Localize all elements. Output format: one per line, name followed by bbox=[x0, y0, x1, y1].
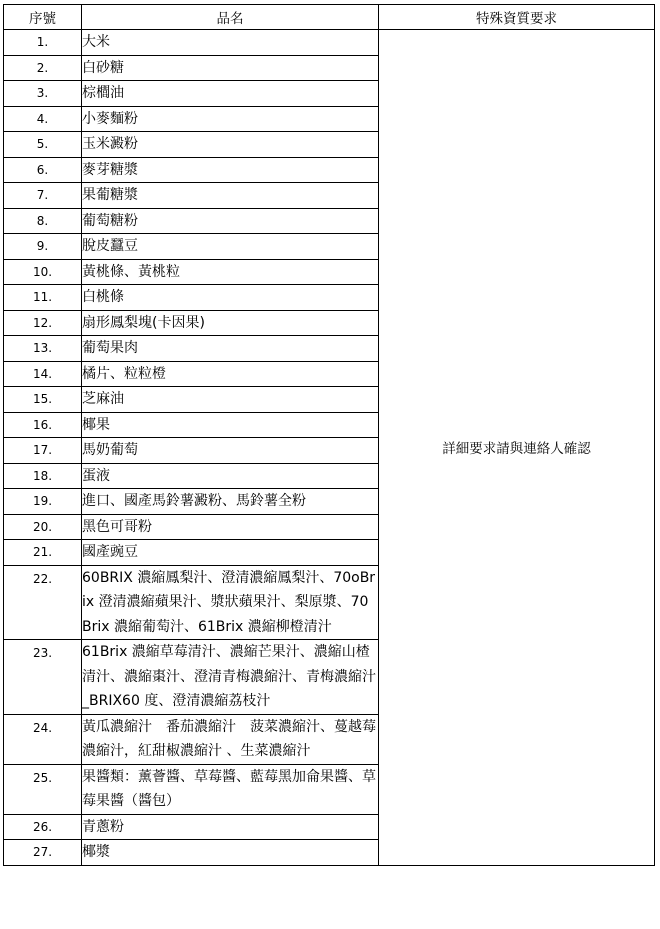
row-number: 20. bbox=[4, 514, 82, 540]
row-number: 19. bbox=[4, 489, 82, 515]
product-name: 馬奶葡萄 bbox=[82, 438, 379, 464]
product-name: 脫皮蠶豆 bbox=[82, 234, 379, 260]
row-number: 12. bbox=[4, 310, 82, 336]
row-number: 7. bbox=[4, 183, 82, 209]
product-name: 白砂糖 bbox=[82, 55, 379, 81]
product-name: 青蔥粉 bbox=[82, 814, 379, 840]
row-number: 8. bbox=[4, 208, 82, 234]
product-name: 蛋液 bbox=[82, 463, 379, 489]
header-number: 序號 bbox=[4, 5, 82, 30]
row-number: 9. bbox=[4, 234, 82, 260]
row-number: 16. bbox=[4, 412, 82, 438]
product-name: 61Brix 濃縮草莓清汁、濃縮芒果汁、濃縮山楂清汁、濃縮棗汁、澄清青梅濃縮汁、青梅濃縮汁_BRIX60 度、澄清濃縮荔枝汁 bbox=[82, 640, 379, 715]
row-number: 24. bbox=[4, 714, 82, 764]
row-number: 2. bbox=[4, 55, 82, 81]
row-number: 18. bbox=[4, 463, 82, 489]
row-number: 11. bbox=[4, 285, 82, 311]
product-name: 椰果 bbox=[82, 412, 379, 438]
table-row bbox=[4, 30, 655, 56]
product-name: 麥芽糖漿 bbox=[82, 157, 379, 183]
row-number: 21. bbox=[4, 540, 82, 566]
row-number: 5. bbox=[4, 132, 82, 158]
product-name: 玉米澱粉 bbox=[82, 132, 379, 158]
table-header-row bbox=[4, 5, 655, 30]
row-number: 26. bbox=[4, 814, 82, 840]
product-name: 扇形鳳梨塊(卡因果) bbox=[82, 310, 379, 336]
row-number: 4. bbox=[4, 106, 82, 132]
table-body bbox=[4, 30, 655, 866]
row-number: 1. bbox=[4, 30, 82, 56]
row-number: 13. bbox=[4, 336, 82, 362]
product-name: 芝麻油 bbox=[82, 387, 379, 413]
product-name: 椰漿 bbox=[82, 840, 379, 866]
row-number: 25. bbox=[4, 764, 82, 814]
row-number: 3. bbox=[4, 81, 82, 107]
product-name: 黑色可哥粉 bbox=[82, 514, 379, 540]
product-name: 橘片、粒粒橙 bbox=[82, 361, 379, 387]
product-name: 白桃條 bbox=[82, 285, 379, 311]
product-name: 葡萄果肉 bbox=[82, 336, 379, 362]
product-name: 國產豌豆 bbox=[82, 540, 379, 566]
row-number: 15. bbox=[4, 387, 82, 413]
product-name: 果葡糖漿 bbox=[82, 183, 379, 209]
product-name: 大米 bbox=[82, 30, 379, 56]
product-name: 黃桃條、黃桃粒 bbox=[82, 259, 379, 285]
product-name: 60BRIX 濃縮鳳梨汁、澄清濃縮鳳梨汁、70oBrix 澄清濃縮蘋果汁、漿狀蘋果汁、梨原漿、70Brix 濃縮葡萄汁、61Brix 濃縮柳橙清汁 bbox=[82, 565, 379, 640]
row-number: 23. bbox=[4, 640, 82, 715]
header-special-requirement: 特殊資質要求 bbox=[379, 5, 655, 30]
product-name: 小麥麵粉 bbox=[82, 106, 379, 132]
product-name: 進口、國產馬鈴薯澱粉、馬鈴薯全粉 bbox=[82, 489, 379, 515]
product-name: 葡萄糖粉 bbox=[82, 208, 379, 234]
row-number: 22. bbox=[4, 565, 82, 640]
row-number: 27. bbox=[4, 840, 82, 866]
product-requirements-table bbox=[3, 4, 655, 866]
product-name: 果醬類：薰薈醬、草莓醬、藍莓黑加侖果醬、草莓果醬（醬包） bbox=[82, 764, 379, 814]
row-number: 6. bbox=[4, 157, 82, 183]
row-number: 10. bbox=[4, 259, 82, 285]
product-name: 黃瓜濃縮汁 番茄濃縮汁 菠菜濃縮汁、蔓越莓濃縮汁，紅甜椒濃縮汁 、生菜濃縮汁 bbox=[82, 714, 379, 764]
row-number: 14. bbox=[4, 361, 82, 387]
row-number: 17. bbox=[4, 438, 82, 464]
requirement-note: 詳細要求請與連絡人確認 bbox=[379, 30, 655, 866]
header-product-name: 品名 bbox=[82, 5, 379, 30]
product-name: 棕櫚油 bbox=[82, 81, 379, 107]
